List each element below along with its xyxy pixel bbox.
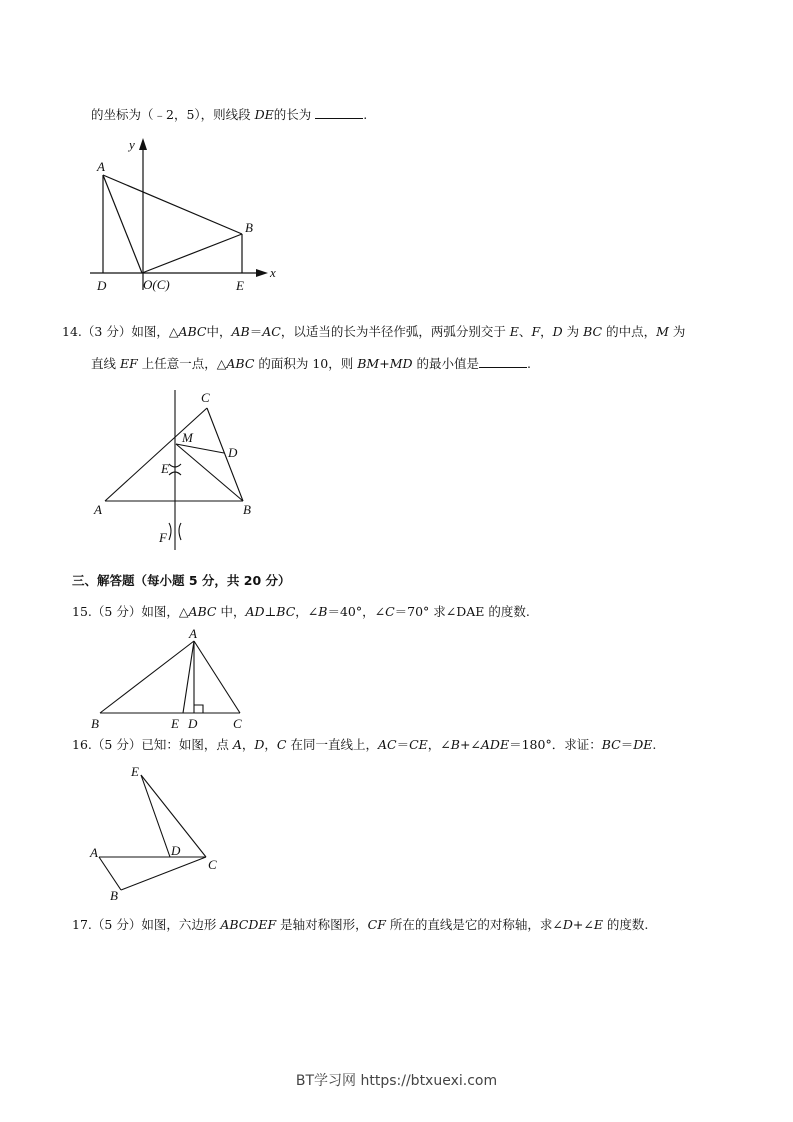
label-a: A xyxy=(90,845,98,860)
q14-text: 的最小值是 xyxy=(412,356,479,371)
label-c: C xyxy=(233,716,242,731)
q16-seg: . xyxy=(652,737,657,752)
label-d: D xyxy=(97,278,107,293)
q15-score: （5 分） xyxy=(91,604,142,619)
q14-answer-blank[interactable] xyxy=(479,355,527,368)
q15-text: ＝40°，∠ xyxy=(327,604,386,619)
q16-seg: ＝ xyxy=(396,737,410,752)
q14-figure xyxy=(85,385,265,555)
label-o-c: O(C) xyxy=(143,277,170,292)
y-axis-arrow-icon xyxy=(139,138,147,150)
q14-text: 的面积为 10，则 xyxy=(254,356,358,371)
section-3-title: 三、解答题（每小题 5 分，共 20 分） xyxy=(72,573,291,588)
x-axis-arrow-icon xyxy=(256,269,268,277)
q14-seg: ＝ xyxy=(249,324,263,339)
q16-seg: BC xyxy=(601,737,621,752)
q13-period: . xyxy=(363,107,368,122)
q17-score: （5 分） xyxy=(91,917,142,932)
q14-seg: 、 xyxy=(518,324,532,339)
label-x: x xyxy=(270,265,276,280)
q14-seg: 中， xyxy=(206,324,232,339)
q15-number: 15. xyxy=(72,604,92,619)
label-d: D xyxy=(188,716,198,731)
q17-line xyxy=(72,917,648,933)
q13-text: 的坐标为（﹣2，5），则线段 xyxy=(91,107,255,122)
q17-number: 17. xyxy=(72,917,92,932)
q15-text: ，∠ xyxy=(295,604,319,619)
q15-text: ⊥ xyxy=(264,604,277,619)
q15-var: AD xyxy=(245,604,265,619)
q15-figure xyxy=(85,622,255,732)
q14-seg: F xyxy=(531,324,541,339)
right-angle-marker xyxy=(194,705,203,713)
q14-period: . xyxy=(527,356,531,371)
q16-seg: ＝180°．求证： xyxy=(509,737,602,752)
q17-seg: ABCDEF xyxy=(220,917,277,932)
q14-var-abc: ABC xyxy=(226,356,255,371)
label-m: M xyxy=(182,430,193,445)
q14-text: 直线 xyxy=(91,356,120,371)
q16-seg: AC xyxy=(377,737,397,752)
q16-number: 16. xyxy=(72,737,92,752)
q16-seg: C xyxy=(276,737,287,752)
q14-seg: 的中点， xyxy=(602,324,657,339)
q16-seg: ， xyxy=(241,737,255,752)
q16-seg: ， xyxy=(264,737,277,752)
q15-var: BC xyxy=(276,604,296,619)
q17-seg: 的度数. xyxy=(602,917,649,932)
q17-seg: +∠ xyxy=(572,917,594,932)
footer-watermark: BT学习网 https://btxuexi.com xyxy=(295,1073,498,1089)
q16-figure xyxy=(85,760,235,905)
q16-score: （5 分） xyxy=(91,737,142,752)
q14-var-ef: EF xyxy=(119,356,138,371)
label-a: A xyxy=(94,502,102,517)
q16-line xyxy=(72,737,656,753)
label-b: B xyxy=(110,888,118,903)
q17-seg: D xyxy=(562,917,573,932)
q15-var: B xyxy=(318,604,328,619)
q14-seg: AB xyxy=(231,324,250,339)
label-a: A xyxy=(189,626,197,641)
q17-seg: 如图，六边形 xyxy=(141,917,221,932)
label-d: D xyxy=(171,843,181,858)
q14-line-2 xyxy=(91,355,531,372)
label-a: A xyxy=(97,159,105,174)
label-e: E xyxy=(171,716,179,731)
q14-seg: D xyxy=(552,324,563,339)
q13-figure xyxy=(85,135,285,295)
q17-seg: CF xyxy=(367,917,386,932)
label-b: B xyxy=(91,716,99,731)
q14-seg: ，以适当的长为半径作弧，两弧分别交于 xyxy=(280,324,510,339)
q14-seg: ， xyxy=(540,324,553,339)
q13-text-2: 的长为 xyxy=(273,107,316,122)
q16-seg: D xyxy=(254,737,265,752)
q14-score: （3 分） xyxy=(81,324,132,339)
q14-line-1 xyxy=(62,324,685,340)
q14-var-bm-md: BM+MD xyxy=(357,356,413,371)
q14-seg: 为 xyxy=(562,324,584,339)
q15-var: C xyxy=(385,604,395,619)
q16-seg: DE xyxy=(633,737,653,752)
label-b: B xyxy=(243,502,251,517)
q15-line xyxy=(72,604,530,620)
q15-text: 如图，△ xyxy=(141,604,189,619)
label-d: D xyxy=(228,445,238,460)
q13-answer-blank[interactable] xyxy=(315,106,363,119)
q16-seg: A xyxy=(232,737,242,752)
label-e: E xyxy=(161,461,169,476)
q16-seg: ADE xyxy=(480,737,510,752)
q16-seg: +∠ xyxy=(459,737,481,752)
q15-text: ＝70° 求∠DAE 的度数. xyxy=(394,604,530,619)
q16-seg: ，∠ xyxy=(427,737,451,752)
q14-seg: M xyxy=(656,324,669,339)
label-e: E xyxy=(131,764,139,779)
q14-text: 上任意一点，△ xyxy=(137,356,227,371)
q13-var-de: DE xyxy=(254,107,274,122)
q17-seg: 是轴对称图形， xyxy=(276,917,368,932)
q16-seg: B xyxy=(450,737,460,752)
q17-seg: 所在的直线是它的对称轴，求∠ xyxy=(385,917,563,932)
q14-number: 14. xyxy=(62,324,82,339)
label-f: F xyxy=(159,530,167,545)
q14-seg: 为 xyxy=(668,324,686,339)
label-c: C xyxy=(208,857,217,872)
q16-seg: 已知：如图，点 xyxy=(141,737,233,752)
q14-seg: AC xyxy=(262,324,281,339)
label-y: y xyxy=(129,137,135,152)
q13-question-tail xyxy=(91,106,367,123)
label-e: E xyxy=(236,278,244,293)
q16-seg: 在同一直线上， xyxy=(286,737,378,752)
label-b: B xyxy=(245,220,253,235)
q14-seg: E xyxy=(509,324,519,339)
label-c: C xyxy=(201,390,210,405)
q17-seg: E xyxy=(593,917,603,932)
q14-seg: 如图，△ xyxy=(131,324,179,339)
q14-seg: BC xyxy=(583,324,603,339)
q15-text: 中， xyxy=(216,604,246,619)
q16-seg: ＝ xyxy=(620,737,634,752)
q14-seg: ABC xyxy=(178,324,207,339)
q15-var: ABC xyxy=(188,604,217,619)
q16-seg: CE xyxy=(409,737,428,752)
